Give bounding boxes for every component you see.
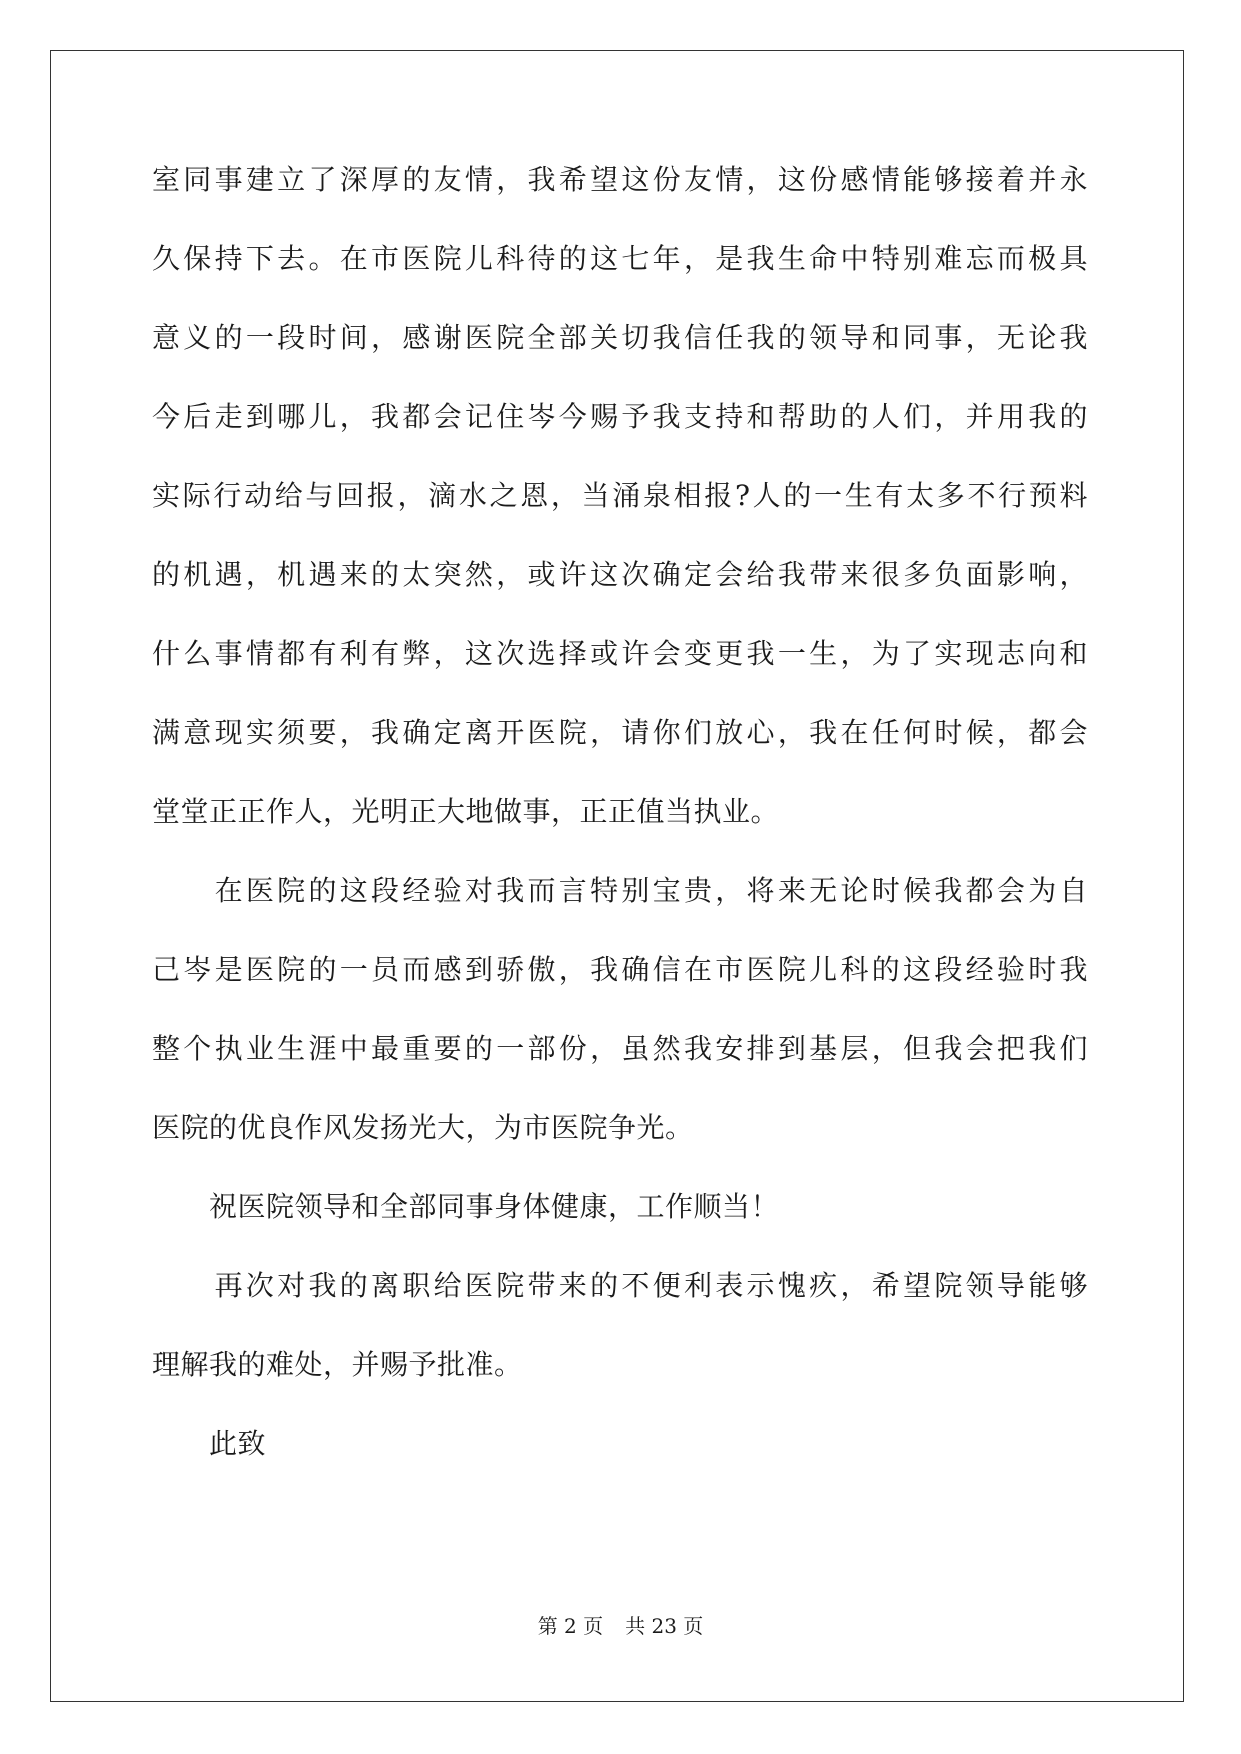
text-line: 久保持下去。在市医院儿科待的这七年，是我生命中特别难忘而极具 — [152, 242, 1088, 275]
text-line: 整个执业生涯中最重要的一部份，虽然我安排到基层，但我会把我们 — [152, 1032, 1088, 1065]
page-total: 共 23 页 — [625, 1614, 704, 1638]
text-line: 实际行动给与回报，滴水之恩，当涌泉相报?人的一生有太多不行预料 — [152, 479, 1088, 512]
page-footer — [0, 1614, 1241, 1638]
letter-body — [152, 160, 1088, 1503]
text-line: 己岑是医院的一员而感到骄傲，我确信在市医院儿科的这段经验时我 — [152, 953, 1088, 986]
text-line: 什么事情都有利有弊，这次选择或许会变更我一生，为了实现志向和 — [152, 637, 1088, 670]
text-line: 再次对我的离职给医院带来的不便利表示愧疚，希望院领导能够 — [152, 1269, 1088, 1302]
paragraph-end-line: 堂堂正正作人，光明正大地做事，正正值当执业。 — [152, 795, 780, 828]
wishes-line: 祝医院领导和全部同事身体健康，工作顺当！ — [152, 1190, 780, 1223]
text-line: 在医院的这段经验对我而言特别宝贵，将来无论时候我都会为自 — [152, 874, 1088, 907]
text-line: 满意现实须要，我确定离开医院，请你们放心，我在任何时候，都会 — [152, 716, 1088, 749]
text-line: 的机遇，机遇来的太突然，或许这次确定会给我带来很多负面影响， — [152, 558, 1088, 591]
page-number: 第 2 页 — [537, 1614, 604, 1638]
paragraph-end-line: 理解我的难处，并赐予批准。 — [152, 1348, 523, 1381]
paragraph-end-line: 医院的优良作风发扬光大，为市医院争光。 — [152, 1111, 694, 1144]
text-line: 今后走到哪儿，我都会记住岑今赐予我支持和帮助的人们，并用我的 — [152, 400, 1088, 433]
closing-salutation: 此致 — [152, 1427, 267, 1460]
text-line: 室同事建立了深厚的友情，我希望这份友情，这份感情能够接着并永 — [152, 163, 1088, 196]
text-line: 意义的一段时间，感谢医院全部关切我信任我的领导和同事，无论我 — [152, 321, 1088, 354]
